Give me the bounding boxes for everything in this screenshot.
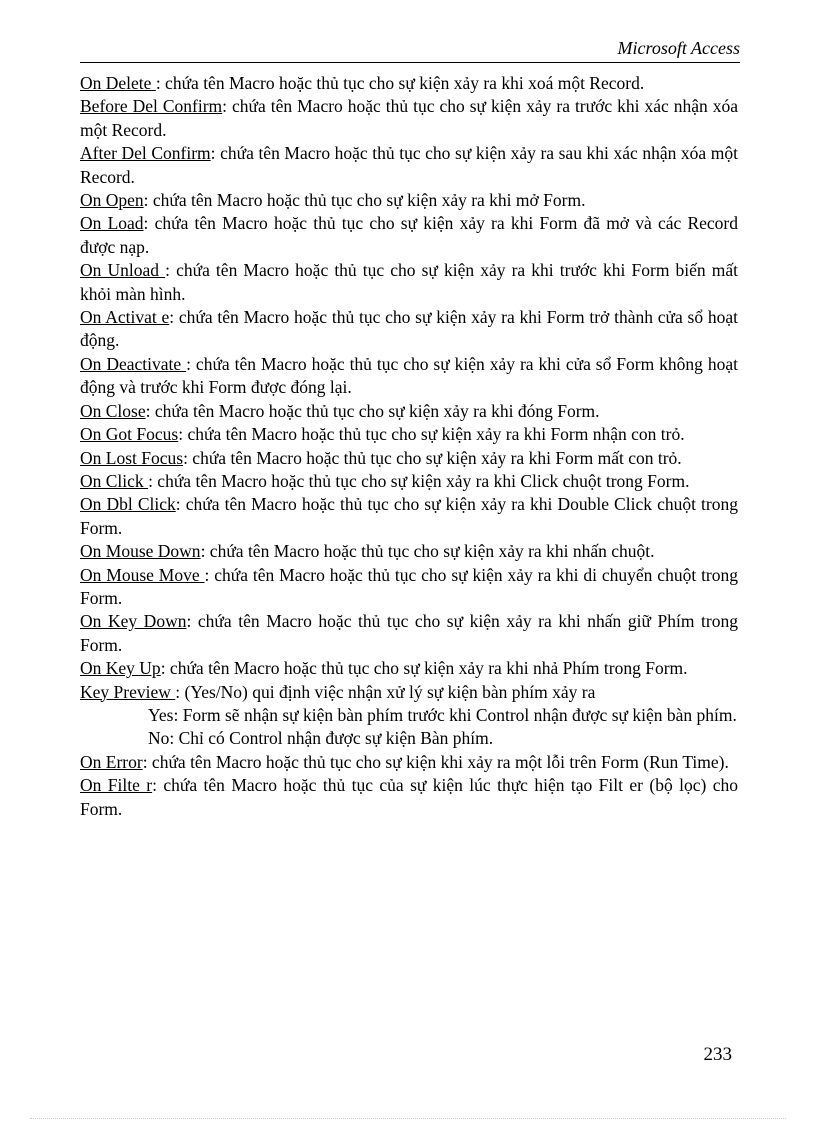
entry-term: On Close [80,400,146,421]
running-header: Microsoft Access [617,38,740,58]
entry-text: : chứa tên Macro hoặc thủ tục cho sự kiện xảy ra khi nhả Phím trong Form. [160,658,688,679]
entry-term: On Delete [80,73,156,93]
entry-on-lost-focus [80,447,738,470]
entry-text: : chứa tên Macro hoặc thủ tục cho sự kiện xảy ra khi Form trở thành cửa sổ hoạt động. [80,307,738,351]
entry-on-open [80,189,738,212]
entry-term: On Deactivate [80,353,187,374]
entry-term: On Dbl Click [80,494,176,515]
entry-text: : chứa tên Macro hoặc thủ tục cho sự kiện xảy ra trước khi xác nhận xóa một Record. [80,96,738,140]
entry-after-del-confirm [80,142,738,189]
page-number: 233 [703,1044,732,1065]
entry-term: On Key Down [80,611,187,632]
entry-on-delete [80,72,738,95]
header-rule [80,62,740,63]
entry-on-dbl-click [80,493,738,540]
entry-term: On Key Up [80,658,161,679]
entry-on-key-down [80,610,738,657]
entry-on-filter [80,774,738,821]
entry-term: On Unload [80,260,166,281]
entry-on-got-focus [80,423,738,446]
entry-term: On Error [80,751,143,772]
entry-text: : chứa tên Macro hoặc thủ tục cho sự kiện xảy ra sau khi xác nhận xóa một Record. [80,143,738,187]
entry-text: : chứa tên Macro hoặc thủ tục cho sự kiện khi xảy ra một lỗi trên Form (Run Time). [142,751,729,772]
entry-text: : chứa tên Macro hoặc thủ tục cho sự kiện xảy ra khi Form mất con trỏ. [183,447,682,468]
entry-on-mouse-down [80,540,738,563]
entry-on-activate [80,306,738,353]
entry-term: Before Del Confirm [80,96,223,117]
entry-term: On Mouse Move [80,564,205,585]
key-preview-option-yes: Yes: Form sẽ nhận sự kiện bàn phím trước khi Control nhận được sự kiện bàn phím. [148,704,737,725]
entry-term: On Load [80,213,144,234]
entry-on-unload [80,259,738,306]
entry-text: : chứa tên Macro hoặc thủ tục cho sự kiện xảy ra khi nhấn giữ Phím trong Form. [80,611,738,655]
page-edge-divider [30,1118,786,1119]
entry-text: : chứa tên Macro hoặc thủ tục cho sự kiện xảy ra khi Form nhận con trỏ. [178,424,685,445]
entry-text: : chứa tên Macro hoặc thủ tục cho sự kiện xảy ra khi cửa sổ Form không hoạt động và trước khi Form được đóng lại. [80,353,739,398]
entry-term: On Got Focus [80,424,179,445]
key-preview-option-no: No: Chỉ có Control nhận được sự kiện Bàn phím. [148,728,494,749]
entry-text: : chứa tên Macro hoặc thủ tục cho sự kiện xảy ra khi đóng Form. [145,400,600,421]
entry-text: : chứa tên Macro hoặc thủ tục cho sự kiện xảy ra khi nhấn chuột. [200,541,655,562]
entry-text: : chứa tên Macro hoặc thủ tục cho sự kiện xảy ra khi Click chuột trong Form. [148,470,690,491]
entry-on-key-up [80,657,738,680]
entry-text: : chứa tên Macro hoặc thủ tục cho sự kiện xảy ra khi Form đã mở và các Record được nạp. [80,213,738,257]
entry-on-close [80,400,738,423]
entry-term: On Click [80,470,149,491]
entry-before-del-confirm [80,95,738,142]
entry-on-error [80,751,738,774]
entry-text: : chứa tên Macro hoặc thủ tục cho sự kiện xảy ra khi Double Click chuột trong Form. [80,494,738,538]
entry-on-mouse-move [80,564,738,611]
entry-term: On Open [80,190,144,211]
entry-on-load [80,212,738,259]
entry-on-deactivate [80,353,738,400]
entry-term: Key Preview [80,681,176,702]
entry-on-click [80,470,738,493]
page-content [80,72,738,821]
entry-term: On Lost Focus [80,447,184,468]
entry-text: : chứa tên Macro hoặc thủ tục cho sự kiện xảy ra khi trước khi Form biến mất khỏi màn hình. [80,260,739,304]
entry-term: On Activat e [80,307,170,328]
entry-key-preview [80,681,738,704]
entry-text: : chứa tên Macro hoặc thủ tục cho sự kiện xảy ra khi xoá một Record. [155,73,645,93]
entry-text: : chứa tên Macro hoặc thủ tục của sự kiện lúc thực hiện tạo Filt er (bộ lọc) cho Form. [80,775,738,819]
entry-text: : chứa tên Macro hoặc thủ tục cho sự kiện xảy ra khi di chuyển chuột trong Form. [80,564,739,608]
entry-term: After Del Confirm [80,143,211,164]
entry-text: : chứa tên Macro hoặc thủ tục cho sự kiện xảy ra khi mở Form. [143,190,586,211]
entry-text: : (Yes/No) qui định việc nhận xử lý sự kiện bàn phím xảy ra [175,681,596,702]
entry-term: On Mouse Down [80,541,201,562]
entry-term: On Filte r [80,775,153,796]
